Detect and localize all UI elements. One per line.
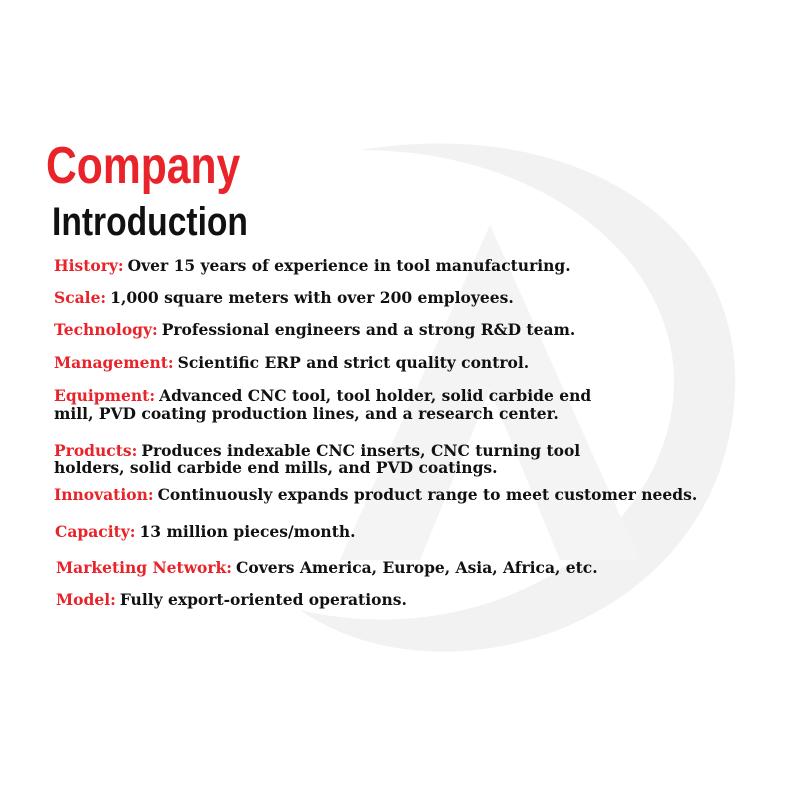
info-products [54, 442, 634, 476]
introduction-heading: Introduction [52, 200, 248, 244]
item-label: Equipment: [54, 386, 156, 405]
info-marketing-network [56, 559, 756, 577]
item-text: Over 15 years of experience in tool manufacturing. [127, 256, 571, 275]
info-technology [54, 321, 754, 339]
info-capacity [55, 523, 755, 541]
item-text: Produces indexable CNC inserts, CNC turning tool holders, solid carbide end mills, and PVD coatings. [54, 441, 581, 477]
info-scale [54, 289, 754, 307]
info-model [56, 591, 756, 609]
item-label: History: [54, 256, 124, 275]
info-management [54, 354, 754, 372]
item-text: Scientific ERP and strict quality control. [177, 353, 530, 372]
item-label: Model: [56, 590, 116, 609]
item-label: Management: [54, 353, 174, 372]
item-text: Continuously expands product range to meet customer needs. [157, 485, 698, 504]
item-text: Covers America, Europe, Asia, Africa, etc. [236, 558, 598, 577]
item-text: Professional engineers and a strong R&D team. [161, 320, 576, 339]
item-text: 13 million pieces/month. [139, 522, 356, 541]
company-heading: Company [46, 137, 241, 195]
item-label: Scale: [54, 288, 107, 307]
info-history [54, 257, 754, 275]
item-label: Products: [54, 441, 138, 460]
info-equipment [54, 387, 624, 423]
item-label: Innovation: [54, 485, 154, 504]
item-text: Advanced CNC tool, tool holder, solid carbide end mill, PVD coating production lines, and a research center. [54, 386, 592, 423]
item-text: 1,000 square meters with over 200 employees. [110, 288, 514, 307]
item-label: Capacity: [55, 522, 136, 541]
item-text: Fully export-oriented operations. [119, 590, 407, 609]
info-innovation [54, 486, 754, 504]
item-label: Marketing Network: [56, 558, 233, 577]
item-label: Technology: [54, 320, 158, 339]
